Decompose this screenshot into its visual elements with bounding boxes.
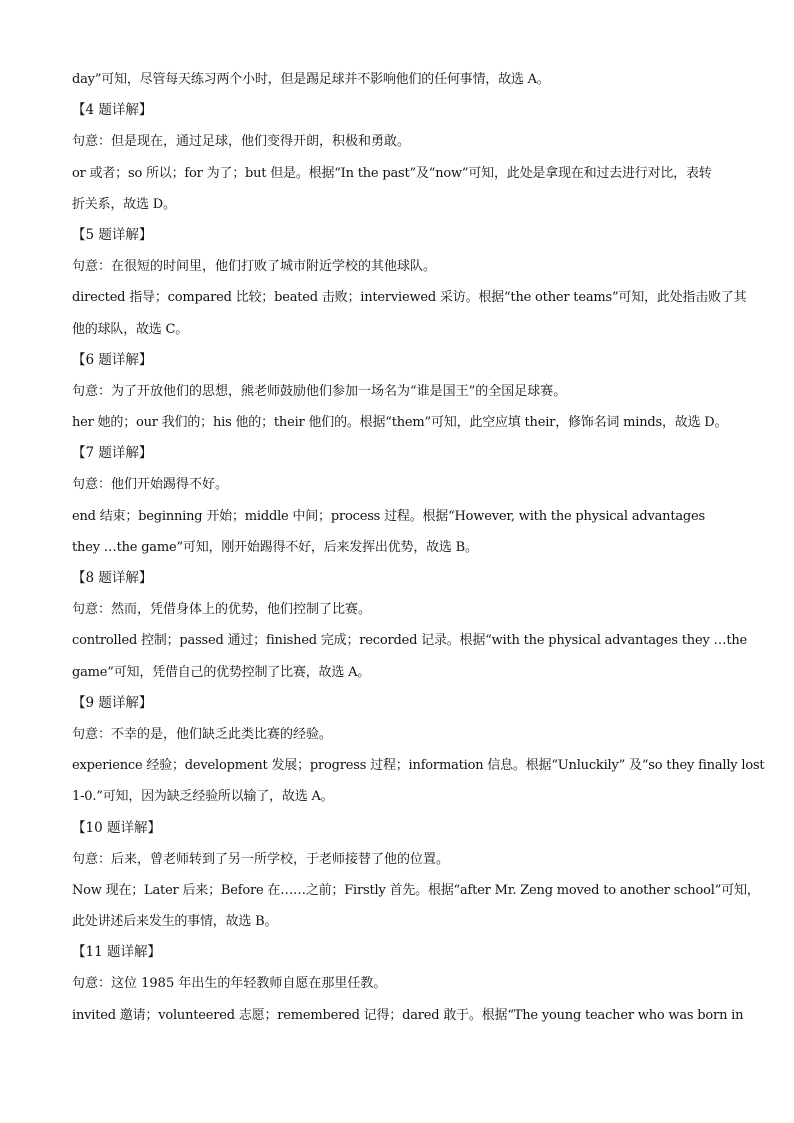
section-heading-8: 【8 题详解】 [72,570,153,586]
section-heading-7: 【7 题详解】 [72,445,153,462]
section-heading-11: 【11 题详解】 [72,944,161,961]
answer-explanations [72,64,765,1031]
section-heading-6: 【6 题详解】 [72,351,153,368]
text-line: or 或者；so 所以；for 为了；but 但是。根据“In the past”及“now”可知，此处是拿现在和过去进行对比，表转 [72,165,712,181]
text-line: game”可知，凭借自己的优势控制了比赛，故选 A。 [72,664,371,680]
sentence-meaning: 句意：在很短的时间里，他们打败了城市附近学校的其他球队。 [72,259,437,275]
text-line: end 结束；beginning 开始；middle 中间；process 过程。根据“However, with the physical advantages [72,508,706,524]
sentence-meaning: 句意：后来，曾老师转到了另一所学校，于老师接替了他的位置。 [72,851,450,867]
text-line: 此处讲述后来发生的事情，故选 B。 [72,914,278,930]
text-line: 折关系，故选 D。 [72,196,176,212]
section-heading-10: 【10 题详解】 [72,819,161,836]
text-line: 1-0.”可知，因为缺乏经验所以输了，故选 A。 [72,789,334,805]
text-line: 他的球队，故选 C。 [72,321,189,337]
text-line: invited 邀请；volunteered 志愿；remembered 记得；dared 敢于。根据“The young teacher who was born in [72,1007,744,1023]
section-heading-5: 【5 题详解】 [72,226,153,243]
sentence-meaning: 句意：为了开放他们的思想，熊老师鼓励他们参加一场名为“谁是国王”的全国足球赛。 [72,383,567,399]
text-line: directed 指导；compared 比较；beated 击败；interviewed 采访。根据“the other teams”可知，此处指击败了其 [72,290,747,306]
section-heading-9: 【9 题详解】 [72,694,153,711]
sentence-meaning: 句意：然而，凭借身体上的优势，他们控制了比赛。 [72,602,372,618]
text-line: experience 经验；development 发展；progress 过程；information 信息。根据“Unluckily” 及“so they finally lost [72,758,765,774]
text-line: day”可知，尽管每天练习两个小时，但是踢足球并不影响他们的任何事情，故选 A。 [72,72,550,87]
sentence-meaning: 句意：他们开始踢得不好。 [72,477,229,493]
sentence-meaning: 句意：这位 1985 年出生的年轻教师自愿在那里任教。 [72,976,387,992]
sentence-meaning: 句意：不幸的是，他们缺乏此类比赛的经验。 [72,726,333,742]
text-line: her 她的；our 我们的；his 他的；their 他们的。根据“them”可知，此空应填 their，修饰名词 minds，故选 D。 [72,415,728,431]
text-line: they …the game”可知，刚开始踢得不好，后来发挥出优势，故选 B。 [72,539,478,555]
section-heading-4: 【4 题详解】 [72,102,153,119]
sentence-meaning: 句意：但是现在，通过足球，他们变得开朗，积极和勇敢。 [72,134,411,150]
text-line: Now 现在；Later 后来；Before 在……之前；Firstly 首先。根据“after Mr. Zeng moved to another school”可知， [72,882,760,898]
text-line: controlled 控制；passed 通过；finished 完成；recorded 记录。根据“with the physical advantages they …the [72,633,748,649]
